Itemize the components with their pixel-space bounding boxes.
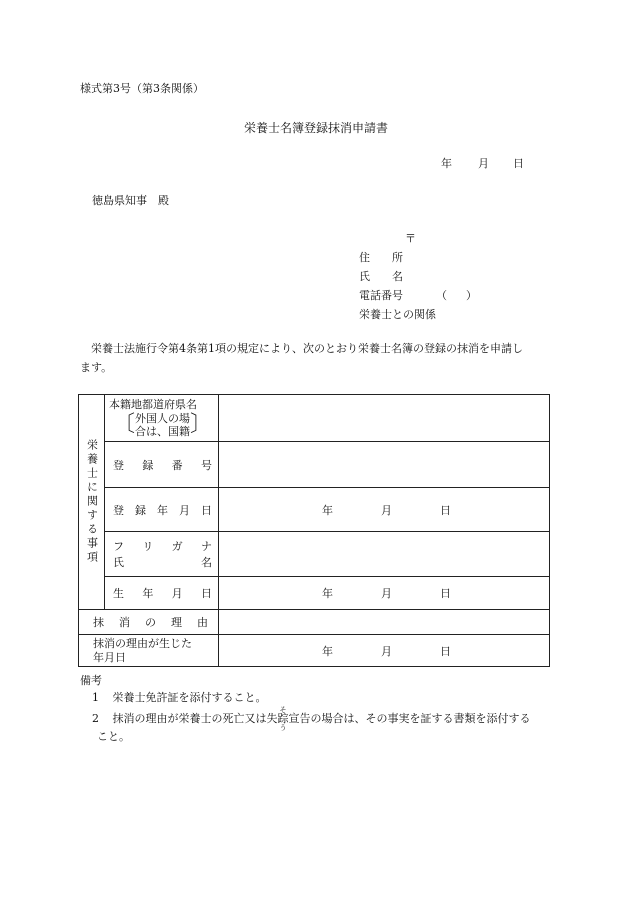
note-2-text-b: 宣告の場合は、その事実を証する書類を添付する (288, 712, 531, 725)
registration-date-label: 登 録 年 月 日 (113, 503, 212, 517)
phone-paren-open: （ (436, 289, 447, 302)
date-month-label: 月 (381, 503, 392, 517)
date-month: 月 (478, 157, 489, 170)
bracket-right: 〕 (190, 412, 213, 437)
registration-number-value[interactable] (219, 442, 550, 488)
date-year-label: 年 (322, 644, 333, 658)
date-month-label: 月 (381, 587, 392, 600)
page-title: 栄養士名簿登録抹消申請書 (244, 121, 389, 135)
name-label: 氏 名 (359, 270, 403, 283)
honseki-label-cell (105, 395, 219, 442)
name-label-cell (105, 532, 219, 577)
addressee: 徳島県知事 殿 (92, 194, 169, 207)
honseki-paren-line-2: 合は、国籍 (135, 425, 191, 438)
phone-label: 電話番号 (359, 289, 403, 302)
date-day: 日 (513, 157, 524, 170)
furigana-label: フ リ ガ ナ (113, 540, 212, 553)
date-year-label: 年 (322, 503, 333, 517)
note-item-1 (92, 689, 267, 707)
birth-date-value[interactable] (219, 577, 550, 610)
honseki-paren-line-1: 外国人の場 (135, 412, 191, 425)
date-day-label: 日 (440, 503, 451, 517)
reason-label: 抹 消 の 理 由 (93, 616, 208, 629)
date-day-label: 日 (440, 587, 451, 600)
reason-value[interactable] (219, 610, 550, 635)
note-2-continuation: こと。 (97, 730, 130, 743)
registration-number-label-cell (105, 442, 219, 488)
address-label: 住 所 (359, 251, 403, 264)
date-year: 年 (441, 157, 452, 170)
ruby-reading: そう (279, 706, 287, 732)
note-2-number: 2 (92, 712, 99, 725)
notes-heading: 備考 (80, 674, 102, 687)
postal-mark: 〒 (405, 232, 416, 245)
phone-paren-close: ） (466, 289, 477, 302)
reason-date-label-cell (79, 635, 219, 667)
registration-number-label: 登 録 番 号 (113, 458, 212, 472)
birth-date-label: 生 年 月 日 (113, 587, 212, 600)
registration-table (78, 394, 550, 667)
group-label-cell (79, 395, 105, 610)
honseki-value[interactable] (219, 395, 550, 442)
name-value[interactable] (219, 532, 550, 577)
date-day-label: 日 (440, 644, 451, 658)
shimei-label: 氏 名 (113, 556, 212, 569)
reason-date-value[interactable] (219, 635, 550, 667)
reason-date-label-line-2: 年月日 (93, 650, 126, 664)
note-2-text-a: 抹消の理由が栄養士の死亡又は失 (112, 712, 278, 725)
honseki-label: 本籍地都道府県名 (109, 398, 197, 411)
statement (80, 339, 560, 377)
note-item-2 (92, 706, 562, 732)
statement-line-2: ます。 (80, 361, 113, 374)
bracket-left: 〔 (113, 412, 136, 437)
reason-label-cell (79, 610, 219, 635)
statement-line-1: 栄養士法施行令第4条第1項の規定により、次のとおり栄養士名簿の登録の抹消を申請し (91, 342, 523, 355)
note-1-text: 栄養士免許証を添付すること。 (112, 691, 267, 704)
relation-label: 栄養士との関係 (359, 308, 436, 321)
note-2-ruby: そう 踪 (278, 710, 289, 728)
registration-date-value[interactable] (219, 488, 550, 532)
birth-date-label-cell (105, 577, 219, 610)
reason-date-label-line-1: 抹消の理由が生じた (93, 636, 192, 650)
honseki-paren (113, 412, 214, 438)
date-month-label: 月 (381, 644, 392, 658)
group-label: 栄養士に関する事項 (85, 439, 99, 565)
form-number: 様式第3号（第3条関係） (80, 82, 204, 95)
registration-date-label-cell (105, 488, 219, 532)
date-year-label: 年 (322, 587, 333, 600)
note-1-number: 1 (92, 691, 99, 704)
